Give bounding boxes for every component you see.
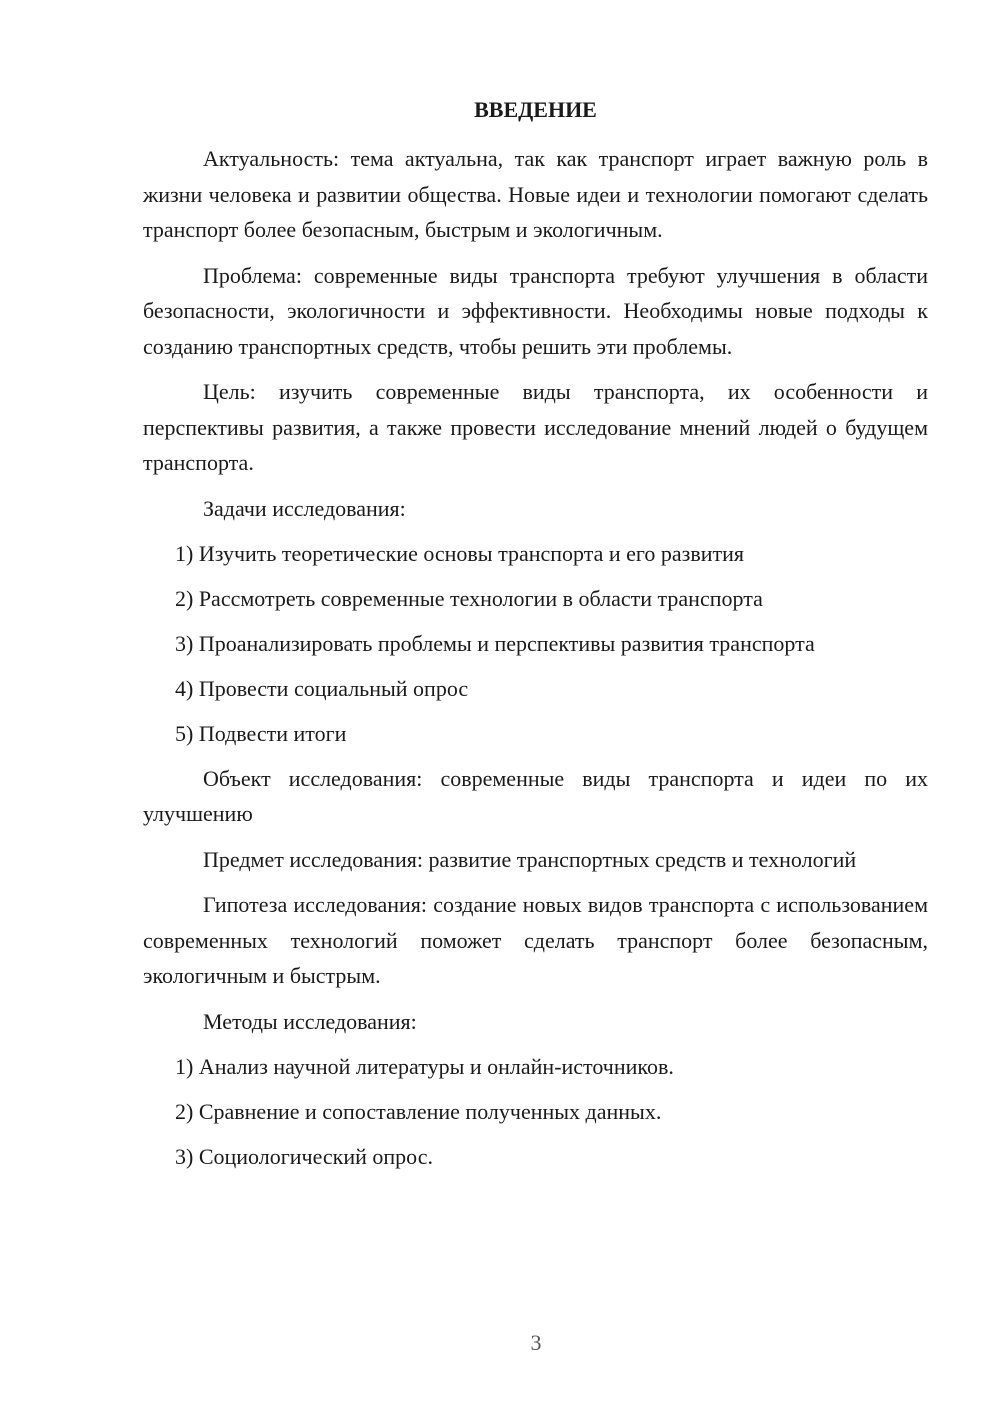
tasks-heading: Задачи исследования: xyxy=(203,495,406,521)
task-item: 2) Рассмотреть современные технологии в области транспорта xyxy=(175,585,763,611)
methods-heading: Методы исследования: xyxy=(203,1008,417,1034)
methods-list xyxy=(143,1049,928,1174)
page-number: 3 xyxy=(530,1330,542,1355)
task-item: 5) Подвести итоги xyxy=(175,720,347,746)
problem-paragraph: Проблема: современные виды транспорта требуют улучшения в области безопасности, экологичности и эффективности. Необходимы новые подходы к созданию транспортных средств, чтобы решить эти проблемы. xyxy=(143,262,928,359)
task-item: 4) Провести социальный опрос xyxy=(175,675,469,701)
relevance-paragraph: Актуальность: тема актуальна, так как транспорт играет важную роль в жизни человека и развитии общества. Новые идеи и технологии помогают сделать транспорт более безопасным, быстрым и экологичным. xyxy=(143,146,928,242)
page-title: ВВЕДЕНИЕ xyxy=(474,97,597,122)
object-paragraph: Объект исследования: современные виды транспорта и идеи по их улучшению xyxy=(143,765,928,826)
task-item: 3) Проанализировать проблемы и перспективы развития транспорта xyxy=(175,630,815,656)
document-page xyxy=(143,92,928,1184)
goal-paragraph: Цель: изучить современные виды транспорта, их особенности и перспективы развития, а также провести исследование мнений людей о будущем транспорта. xyxy=(143,379,928,475)
task-item: 1) Изучить теоретические основы транспорта и его развития xyxy=(175,540,745,566)
method-item: 3) Социологический опрос. xyxy=(175,1143,433,1169)
subject-paragraph: Предмет исследования: развитие транспортных средств и технологий xyxy=(203,846,857,872)
method-item: 1) Анализ научной литературы и онлайн-источников. xyxy=(175,1053,674,1079)
method-item: 2) Сравнение и сопоставление полученных данных. xyxy=(175,1098,662,1124)
tasks-list xyxy=(143,536,928,751)
hypothesis-paragraph: Гипотеза исследования: создание новых видов транспорта с использованием современных технологий поможет сделать транспорт более безопасным, экологичным и быстрым. xyxy=(143,892,928,988)
